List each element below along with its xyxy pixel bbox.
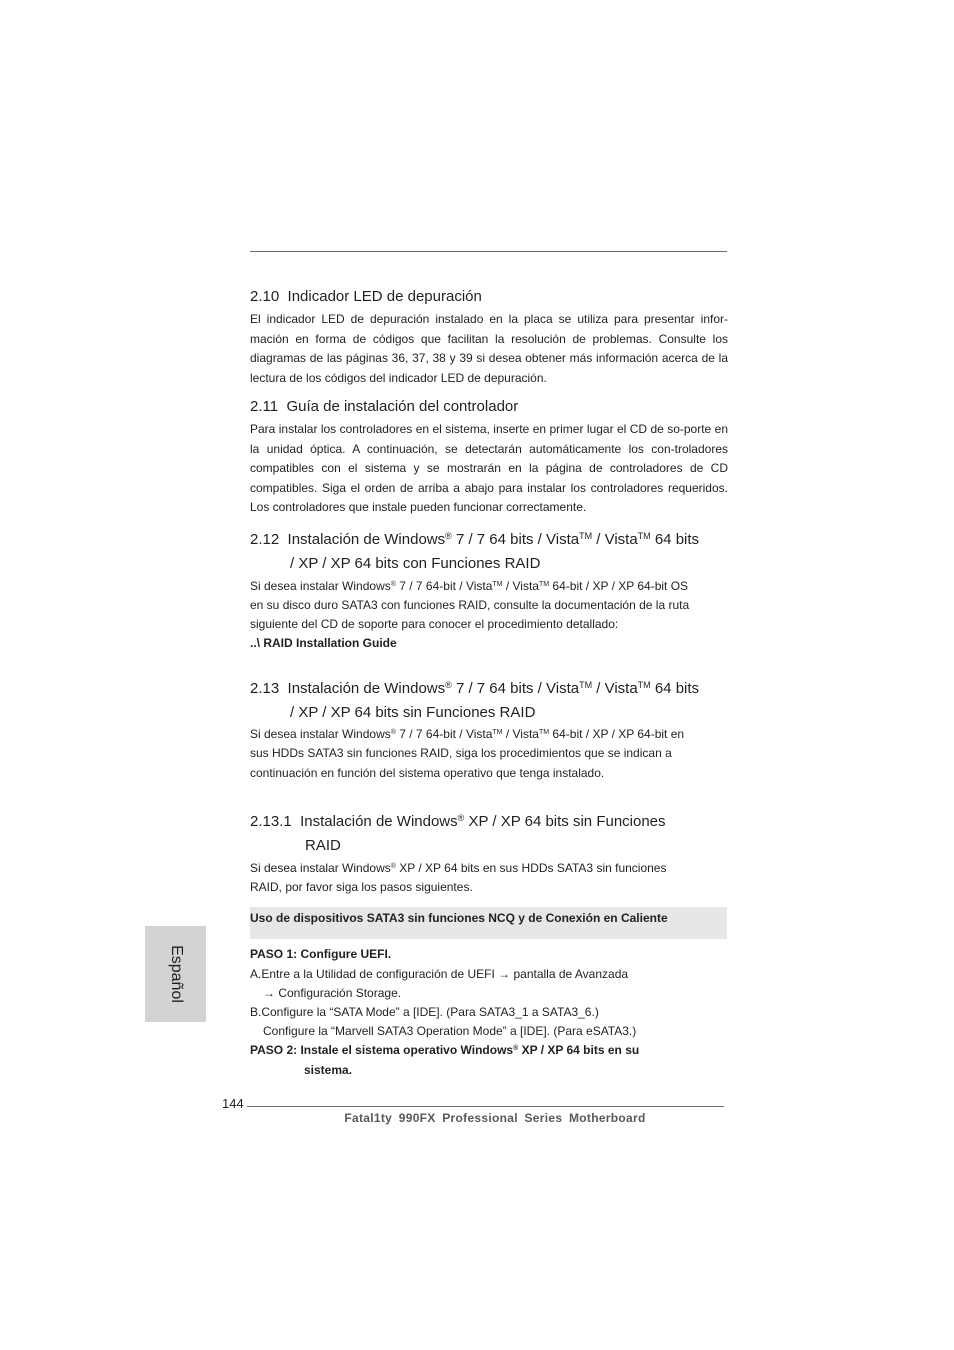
- heading-text: / Vista: [592, 680, 638, 697]
- registered-mark: ®: [457, 813, 465, 823]
- paragraph-2-12-line1: [250, 577, 688, 596]
- top-rule: [250, 251, 727, 252]
- heading-2-13: [250, 677, 699, 701]
- heading-2-13-1: [250, 810, 666, 834]
- heading-2-13-1-line2: RAID: [305, 837, 341, 854]
- paragraph-2-12-line2: en su disco duro SATA3 con funciones RAID, consulte la documentación de la ruta: [250, 598, 690, 612]
- trademark-mark: TM: [538, 729, 550, 736]
- text: Si desea instalar Windows: [250, 579, 391, 593]
- heading-text: Guía de instalación del controlador: [286, 398, 519, 415]
- heading-text: 64 bits: [650, 680, 700, 697]
- text: PASO 2: Instale el sistema operativo Windows: [250, 1043, 514, 1057]
- arrow-icon: →: [498, 967, 511, 981]
- trademark-mark: TM: [637, 680, 651, 690]
- paragraph-2-13-1-line1: [250, 859, 666, 878]
- trademark-mark: TM: [492, 581, 503, 588]
- registered-mark: ®: [513, 1045, 519, 1052]
- text: 64-bit / XP / XP 64-bit en: [549, 727, 685, 741]
- heading-text: XP / XP 64 bits sin Funciones: [464, 813, 666, 830]
- heading-text: 64 bits: [650, 531, 700, 548]
- heading-2-11: [250, 395, 518, 419]
- heading-2-13-line2: / XP / XP 64 bits sin Funciones RAID: [290, 704, 536, 721]
- language-tab-label: Español: [167, 945, 185, 1003]
- step-1-b-line2: Configure la “Marvell SATA3 Operation Mode” a [IDE]. (Para eSATA3.): [263, 1024, 637, 1038]
- heading-number: 2.13: [250, 680, 280, 697]
- heading-number: 2.11: [250, 398, 279, 415]
- text: / Vista: [502, 727, 539, 741]
- language-tab: [145, 926, 206, 1022]
- step-2-line2: sistema.: [304, 1063, 353, 1077]
- band-title: Uso de dispositivos SATA3 sin funciones NCQ y de Conexión en Caliente: [250, 911, 668, 925]
- trademark-mark: TM: [492, 729, 503, 736]
- paragraph-2-10: El indicador LED de depuración instalado en la placa se utiliza para presentar infor-mación en forma de códigos que facilitan la resolución de problemas. Consulte los diagramas de las páginas 36, 37, 38 y 39 si desea obtener más información acerca de la lectura de los códigos del indicador LED de depuración.: [250, 312, 728, 385]
- step-1-title: PASO 1: Configure UEFI.: [250, 947, 392, 961]
- text: Configuración Storage.: [275, 986, 402, 1000]
- heading-number: 2.12: [250, 531, 280, 548]
- page-number: 144: [222, 1096, 244, 1111]
- text: A.Entre a la Utilidad de configuración de UEFI: [250, 967, 495, 981]
- text: / Vista: [502, 579, 539, 593]
- trademark-mark: TM: [579, 531, 593, 541]
- heading-2-10: [250, 285, 482, 309]
- paragraph-2-13-line3: continuación en función del sistema operativo que tenga instalado.: [250, 766, 605, 780]
- text: Si desea instalar Windows: [250, 727, 391, 741]
- heading-text: 7 / 7 64 bits / Vista: [451, 531, 580, 548]
- step-1-b-line1: B.Configure la “SATA Mode” a [IDE]. (Para SATA3_1 a SATA3_6.): [250, 1005, 599, 1019]
- registered-mark: ®: [445, 531, 452, 541]
- registered-mark: ®: [445, 680, 452, 690]
- heading-text: Instalación de Windows: [287, 680, 446, 697]
- text: pantalla de Avanzada: [510, 967, 629, 981]
- trademark-mark: TM: [637, 531, 651, 541]
- trademark-mark: TM: [579, 680, 593, 690]
- step-2-line1: [250, 1041, 639, 1060]
- heading-number: 2.10: [250, 288, 280, 305]
- heading-text: Instalación de Windows: [287, 531, 446, 548]
- step-1-a-line1: [250, 965, 628, 984]
- heading-number: 2.13.1: [250, 813, 292, 830]
- paragraph-2-13-line1: [250, 725, 684, 744]
- text: XP / XP 64 bits en sus HDDs SATA3 sin funciones: [395, 861, 667, 875]
- arrow-icon: →: [263, 986, 275, 1000]
- heading-text: / Vista: [592, 531, 638, 548]
- raid-guide-path: ..\ RAID Installation Guide: [250, 636, 397, 650]
- paragraph-2-12-line3: siguiente del CD de soporte para conocer el procedimiento detallado:: [250, 617, 619, 631]
- step-1-a-line2: [263, 984, 401, 1003]
- registered-mark: ®: [390, 863, 396, 870]
- footer-title: Fatal1ty 990FX Professional Series Motherboard: [344, 1111, 646, 1125]
- paragraph-2-11: Para instalar los controladores en el sistema, inserte en primer lugar el CD de so-porte en la unidad óptica. A continuación, se detectarán automáticamente los con-troladores compatibles con el sistema y se mostrarán en la página de controladores de CD compatibles. Siga el orden de arriba a abajo para instalar los controladores requeridos. Los controladores que instale pueden funcionar correctamente.: [250, 422, 728, 515]
- footer-rule: [247, 1106, 724, 1107]
- heading-2-12: [250, 528, 699, 552]
- registered-mark: ®: [390, 729, 396, 736]
- text: Si desea instalar Windows: [250, 861, 391, 875]
- text: 7 / 7 64-bit / Vista: [395, 579, 493, 593]
- text: XP / XP 64 bits en su: [518, 1043, 640, 1057]
- heading-text: Indicador LED de depuración: [287, 288, 482, 305]
- heading-2-12-line2: / XP / XP 64 bits con Funciones RAID: [290, 555, 541, 572]
- trademark-mark: TM: [538, 581, 550, 588]
- text: 64-bit / XP / XP 64-bit OS: [549, 579, 689, 593]
- registered-mark: ®: [390, 581, 396, 588]
- heading-text: 7 / 7 64 bits / Vista: [451, 680, 580, 697]
- heading-text: Instalación de Windows: [300, 813, 458, 830]
- highlight-band: [250, 907, 727, 939]
- paragraph-2-13-1-line2: RAID, por favor siga los pasos siguientes.: [250, 880, 473, 894]
- text: 7 / 7 64-bit / Vista: [395, 727, 493, 741]
- paragraph-2-13-line2: sus HDDs SATA3 sin funciones RAID, siga los procedimientos que se indican a: [250, 746, 672, 760]
